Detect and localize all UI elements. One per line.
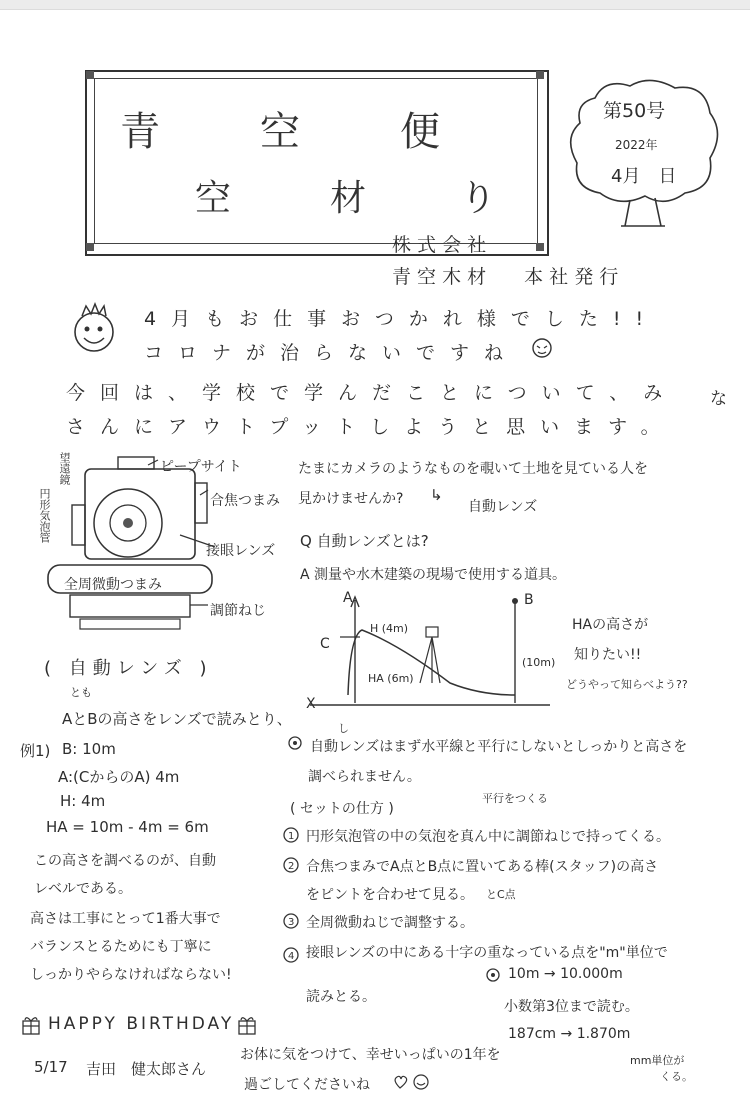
q-answer-line: A 測量や水木建築の現場で使用する道具。 [300,567,567,583]
intro-line1: 今回は、学校で学んだことについて、み [66,382,678,404]
issue-number: 第50号 [603,100,666,122]
setup-annotation: 平行をつくる [482,792,548,805]
para2-line1: 高さは工事にとって1番大事で [30,911,221,927]
small-annotation-2: し [338,722,349,735]
step-number-3-icon [282,912,300,930]
svg-text:1: 1 [288,831,295,842]
title-char: 青 [120,109,162,155]
label-peep-sight: ピープサイト [160,459,242,475]
graph-label-ha: HA (6m) [368,672,414,685]
intro-line1-tail: な [710,389,727,409]
label-eyepiece: 接眼レンズ [206,543,276,559]
mm-note-line2: くる。 [660,1070,693,1083]
mm-note-line1: mm単位が [630,1054,685,1067]
birthday-title: HAPPY BIRTHDAY [48,1014,235,1034]
key-point-line2: 調べられません。 [308,769,421,785]
example-a: A:(CからのA) 4m [58,768,180,786]
key-point-line1: 自動レンズはまず水平線と平行にしないとしっかりと高さを [310,739,688,755]
svg-text:3: 3 [288,917,295,928]
graph-label-10m: (10m) [522,656,556,669]
birthday-name: 吉田 健太郎さん [86,1060,207,1078]
issue-badge [565,78,725,208]
gift-icon [20,1014,42,1036]
para2-line3: しっかりやらなければならない! [30,967,232,983]
height-graph [300,585,560,715]
left-heights-line: AとBの高さをレンズで読みとり、 [62,710,292,728]
subtitle-char: 材 [330,178,367,219]
frame-corner [536,243,544,251]
intro-line2: さんにアウトプットしようと思います。 [66,416,675,438]
title-char: 便 [400,109,442,155]
q-arrow: ↳ [430,486,443,504]
graph-label-x: X [306,696,316,712]
step4-line2: 読みとる。 [306,989,376,1005]
ha-question-line3: どうやって知らべよう?? [566,678,688,691]
greeting-line2: コロナが治らないですね [144,342,519,364]
setup-title: ( セットの仕方 ) [290,801,394,817]
publisher-line2: 青 空 木 材 本 社 発 行 [392,266,619,288]
label-telescope: 望遠鏡 [58,452,71,485]
conversion-2: 187cm → 1.870m [508,1026,631,1042]
issue-date: 4月 日 [611,166,677,187]
birthday-message-line2: 過ごしてくださいね [244,1077,370,1093]
conversion-1: 10m → 10.000m [508,966,623,982]
step1: 円形気泡管の中の気泡を真ん中に調節ねじで持ってくる。 [306,829,670,845]
para2-line2: バランスとるためにも丁寧に [30,939,212,955]
graph-label-c: C [320,636,330,652]
title-char: 空 [260,109,302,155]
step-number-4-icon [282,946,300,964]
frame-corner [86,243,94,251]
svg-text:4: 4 [288,951,295,962]
step2-line1: 合焦つまみでA点とB点に置いてある棒(スタッフ)の高さ [306,859,659,875]
ha-question-line1: HAの高さが [572,617,649,633]
flower-bullet-icon [484,966,502,984]
gift-icon [236,1014,258,1036]
subtitle-char: 空 [195,178,232,219]
step3: 全周微動ねじで調整する。 [306,915,474,931]
example-b: B: 10m [62,740,116,758]
heart-smile-icon [392,1072,432,1092]
example-ha: HA = 10m - 4m = 6m [46,818,209,836]
graph-label-b: B [524,592,534,608]
issue-year: 2022年 [615,138,658,152]
publisher-line1: 株 式 会 社 [392,234,487,256]
q-answer: 自動レンズ [468,499,538,515]
ha-question-line2: 知りたい!! [574,647,642,663]
q-title: Q 自動レンズとは? [300,532,429,550]
frame-corner [536,71,544,79]
q-intro-line2: 見かけませんか? [298,491,404,507]
step2-line2: をピントを合わせて見る。 [306,887,474,903]
step4-line1: 接眼レンズの中にある十字の重なっている点を"m"単位で [306,945,668,961]
step-number-1-icon [282,826,300,844]
browser-top-edge [0,0,750,10]
subtitle-char: り [460,178,497,219]
smiley-character-icon [72,300,116,356]
example-h: H: 4m [60,792,106,810]
birthday-date: 5/17 [34,1058,68,1076]
example-label: 例1) [20,742,51,760]
step-number-2-icon [282,856,300,874]
label-focus-knob: 合焦つまみ [210,493,280,509]
small-annotation: とも [70,686,92,699]
svg-text:2: 2 [288,861,295,872]
q-intro-line1: たまにカメラのようなものを覗いて土地を見ている人を [298,461,648,477]
label-rotation-knob: 全周微動つまみ [64,577,162,593]
conversion-note: 小数第3位まで読む。 [504,999,639,1015]
birthday-message-line1: お体に気をつけて、幸せいっぱいの1年を [240,1047,501,1063]
frame-corner [86,71,94,79]
face-doodle-icon [530,336,554,360]
step2-annotation: とC点 [486,888,516,901]
flower-bullet-icon [286,734,304,752]
graph-label-a: A [343,590,353,606]
label-bubble-tube: 円形気泡管 [38,488,51,543]
diagram-caption: ( 自動レンズ ) [44,658,213,679]
para1-line1: この高さを調べるのが、自動 [34,853,216,869]
label-adjust-screw: 調節ねじ [210,603,266,619]
para1-line2: レベルである。 [34,881,132,897]
greeting-line1: 4月もお仕事おつかれ様でした!! [144,308,659,330]
graph-label-h: H (4m) [370,622,409,635]
